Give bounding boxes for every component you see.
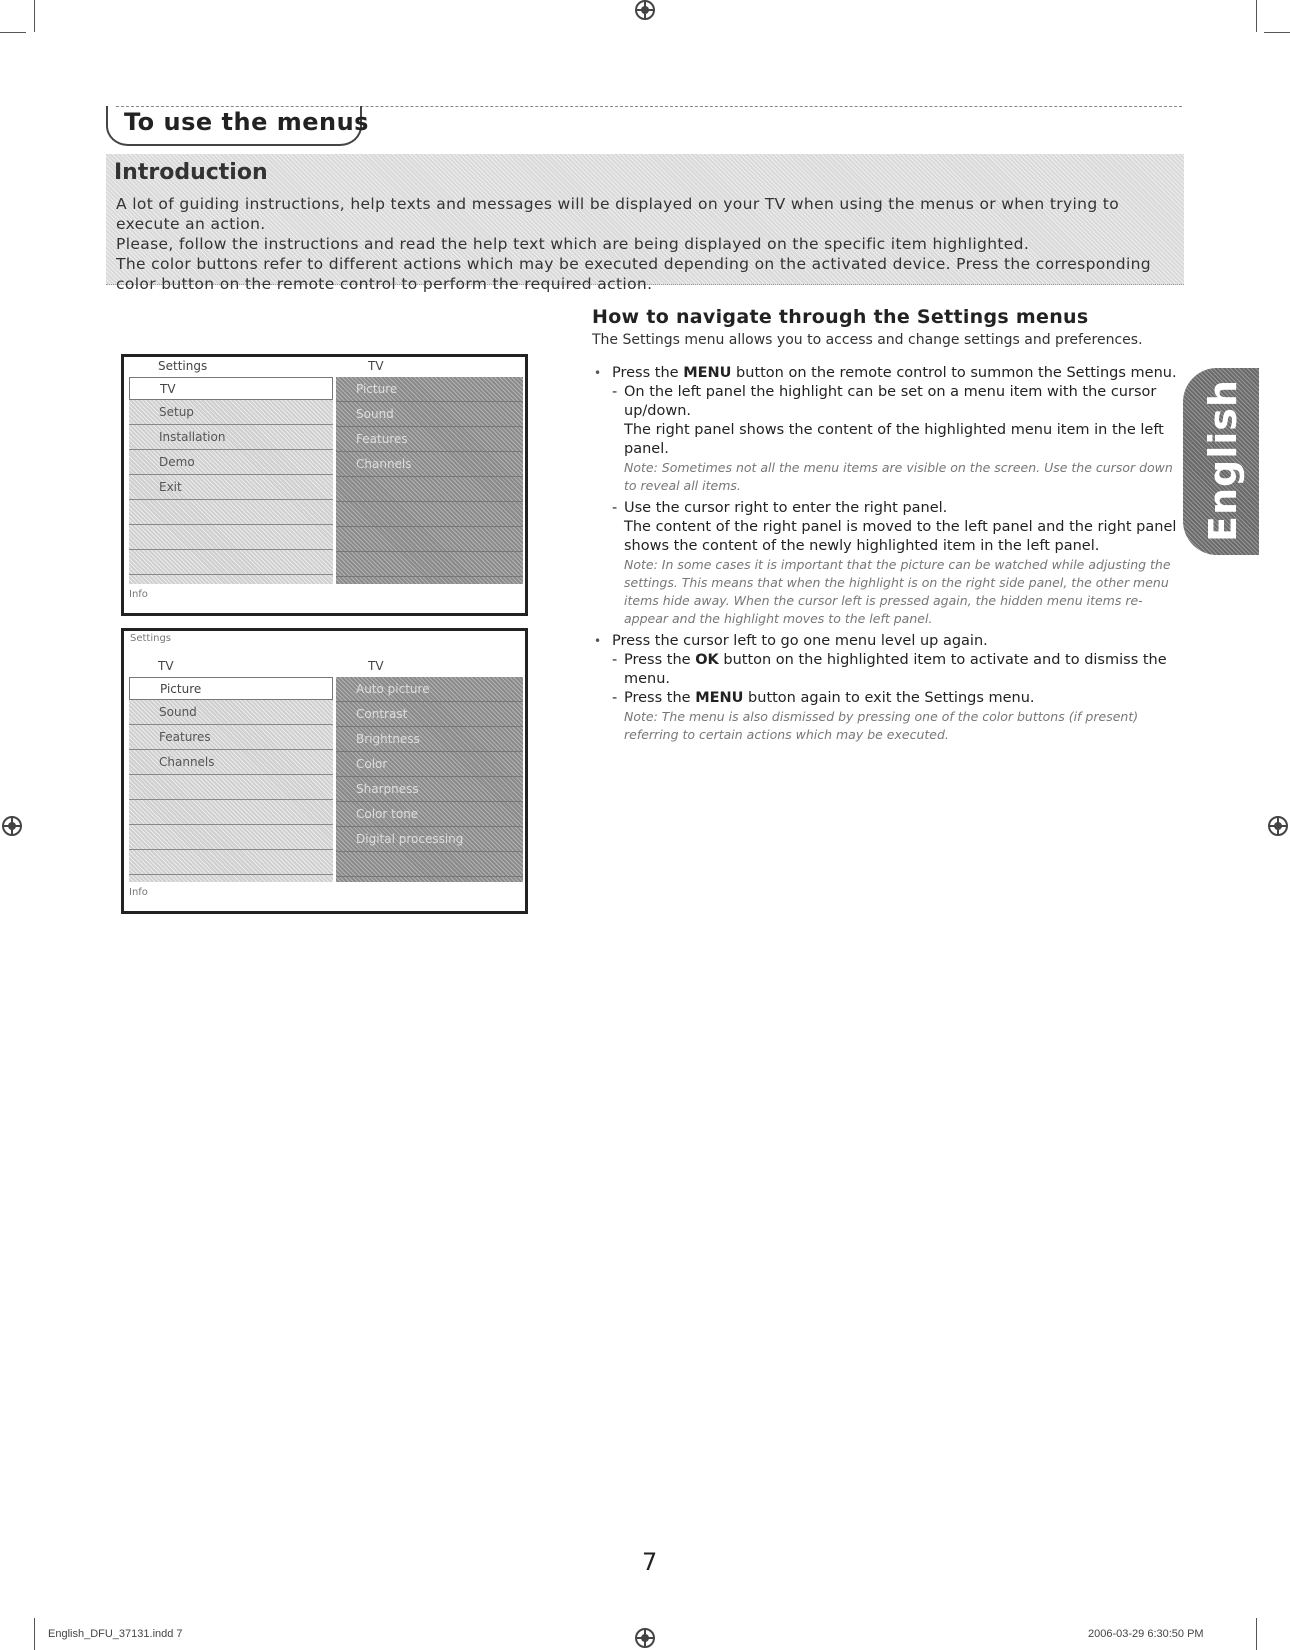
menu-item-empty	[129, 800, 333, 825]
guide-continuation: The content of the right panel is moved to the left panel and the right panel shows the content of the newly highlighted item in the left panel.	[624, 519, 1177, 554]
menu-item-picture: Picture	[336, 377, 523, 402]
menu-breadcrumb: Settings	[130, 633, 172, 644]
menu-item-channels: Channels	[336, 452, 523, 477]
menu-item-empty	[336, 502, 523, 527]
menu-item-empty	[129, 500, 333, 525]
menu-item-empty	[336, 552, 523, 577]
menu-item-setup: Setup	[129, 400, 333, 425]
menu-item-contrast: Contrast	[336, 702, 523, 727]
crop-mark-tr-v	[1256, 0, 1257, 32]
menu-item-sharpness: Sharpness	[336, 777, 523, 802]
menu-left-panel	[129, 377, 333, 584]
registration-mark-left-icon	[2, 816, 22, 836]
crop-mark-bl-v	[34, 1618, 35, 1650]
menu-item-empty	[336, 527, 523, 552]
menu-item-empty	[129, 775, 333, 800]
menu-item-demo: Demo	[129, 450, 333, 475]
crop-mark-tl-v	[34, 0, 35, 32]
menu-item-exit: Exit	[129, 475, 333, 500]
menu-header-left: Settings	[158, 359, 208, 373]
menu-item-empty	[129, 550, 333, 575]
menu-item-channels: Channels	[129, 750, 333, 775]
guide-sub-item: - Press the MENU button again to exit the Settings menu.	[592, 689, 1186, 708]
menu-info-label: Info	[129, 887, 148, 898]
menu-item-sound: Sound	[336, 402, 523, 427]
guide-note: Note: The menu is also dismissed by pressing one of the color buttons (if present) referring to certain actions which may be executed.	[624, 709, 1139, 742]
menu-item-auto-picture: Auto picture	[336, 677, 523, 702]
menu-right-panel	[336, 377, 523, 584]
footer-timestamp: 2006-03-29 6:30:50 PM	[1088, 1628, 1204, 1640]
menu-item-features: Features	[129, 725, 333, 750]
introduction-text	[116, 194, 1176, 294]
introduction-line: A lot of guiding instructions, help texts and messages will be displayed on your TV when using the menus or when trying to execute an action.	[116, 195, 1120, 233]
menu-left-panel	[129, 677, 333, 882]
registration-mark-bottom-icon	[635, 1628, 655, 1648]
menu-info-label: Info	[129, 589, 148, 600]
menu-item-brightness: Brightness	[336, 727, 523, 752]
navigation-guide	[592, 306, 1186, 744]
introduction-line: The color buttons refer to different actions which may be executed depending on the activated device. Press the corresponding color button on the remote control to perform the required action.	[116, 255, 1151, 293]
menu-header-right: TV	[368, 659, 384, 673]
menu-item-empty	[336, 852, 523, 877]
guide-bullet: • Press the MENU button on the remote control to summon the Settings menu.	[592, 364, 1186, 383]
ok-key-label: OK	[695, 652, 719, 668]
guide-note: Note: Sometimes not all the menu items are visible on the screen. Use the cursor down to reveal all items.	[624, 460, 1173, 493]
introduction-line: Please, follow the instructions and read the help text which are being displayed on the specific item highlighted.	[116, 235, 1030, 253]
guide-bullet: • Press the cursor left to go one menu level up again.	[592, 632, 1186, 651]
menu-right-panel	[336, 677, 523, 882]
guide-sub-item: - Use the cursor right to enter the right panel.	[592, 499, 1186, 518]
guide-note: Note: In some cases it is important that the picture can be watched while adjusting the settings. This means that when the highlight is on the right side panel, the other menu items hide away. When the cursor left is pressed again, the hidden menu items re-appear and the highlight moves to the left panel.	[624, 557, 1171, 626]
page-number: 7	[642, 1548, 658, 1576]
settings-menu-screenshot-1	[121, 354, 528, 616]
crop-mark-br-v	[1256, 1618, 1257, 1650]
menu-item-picture: Picture	[129, 677, 333, 700]
language-tab	[1183, 368, 1259, 555]
menu-header-right: TV	[368, 359, 384, 373]
introduction-title: Introduction	[114, 160, 268, 185]
menu-item-empty	[129, 825, 333, 850]
guide-lead: The Settings menu allows you to access and change settings and preferences.	[592, 332, 1143, 348]
menu-item-sound: Sound	[129, 700, 333, 725]
crop-mark-tr-h	[1264, 32, 1290, 33]
guide-title: How to navigate through the Settings menus	[592, 306, 1089, 328]
settings-menu-screenshot-2	[121, 628, 528, 914]
menu-header-left: TV	[158, 659, 174, 673]
registration-mark-top-icon	[635, 0, 655, 20]
menu-item-empty	[129, 525, 333, 550]
menu-item-color: Color	[336, 752, 523, 777]
menu-item-digital-processing: Digital processing	[336, 827, 523, 852]
menu-item-color-tone: Color tone	[336, 802, 523, 827]
menu-item-empty	[129, 850, 333, 875]
guide-sub-item: - Press the OK button on the highlighted item to activate and to dismiss the menu.	[592, 651, 1186, 689]
guide-sub-item: - On the left panel the highlight can be set on a menu item with the cursor up/down.	[592, 383, 1186, 421]
crop-mark-tl-h	[0, 32, 26, 33]
menu-item-installation: Installation	[129, 425, 333, 450]
menu-item-features: Features	[336, 427, 523, 452]
registration-mark-right-icon	[1268, 816, 1288, 836]
language-tab-label: English	[1201, 379, 1245, 542]
menu-item-empty	[336, 477, 523, 502]
footer-file-name: English_DFU_37131.indd 7	[48, 1628, 183, 1640]
guide-continuation: The right panel shows the content of the highlighted menu item in the left panel.	[624, 422, 1164, 457]
section-title: To use the menus	[124, 108, 369, 136]
menu-key-label: MENU	[695, 690, 744, 706]
menu-item-tv: TV	[129, 377, 333, 400]
menu-key-label: MENU	[683, 365, 732, 381]
introduction-box	[106, 154, 1184, 293]
